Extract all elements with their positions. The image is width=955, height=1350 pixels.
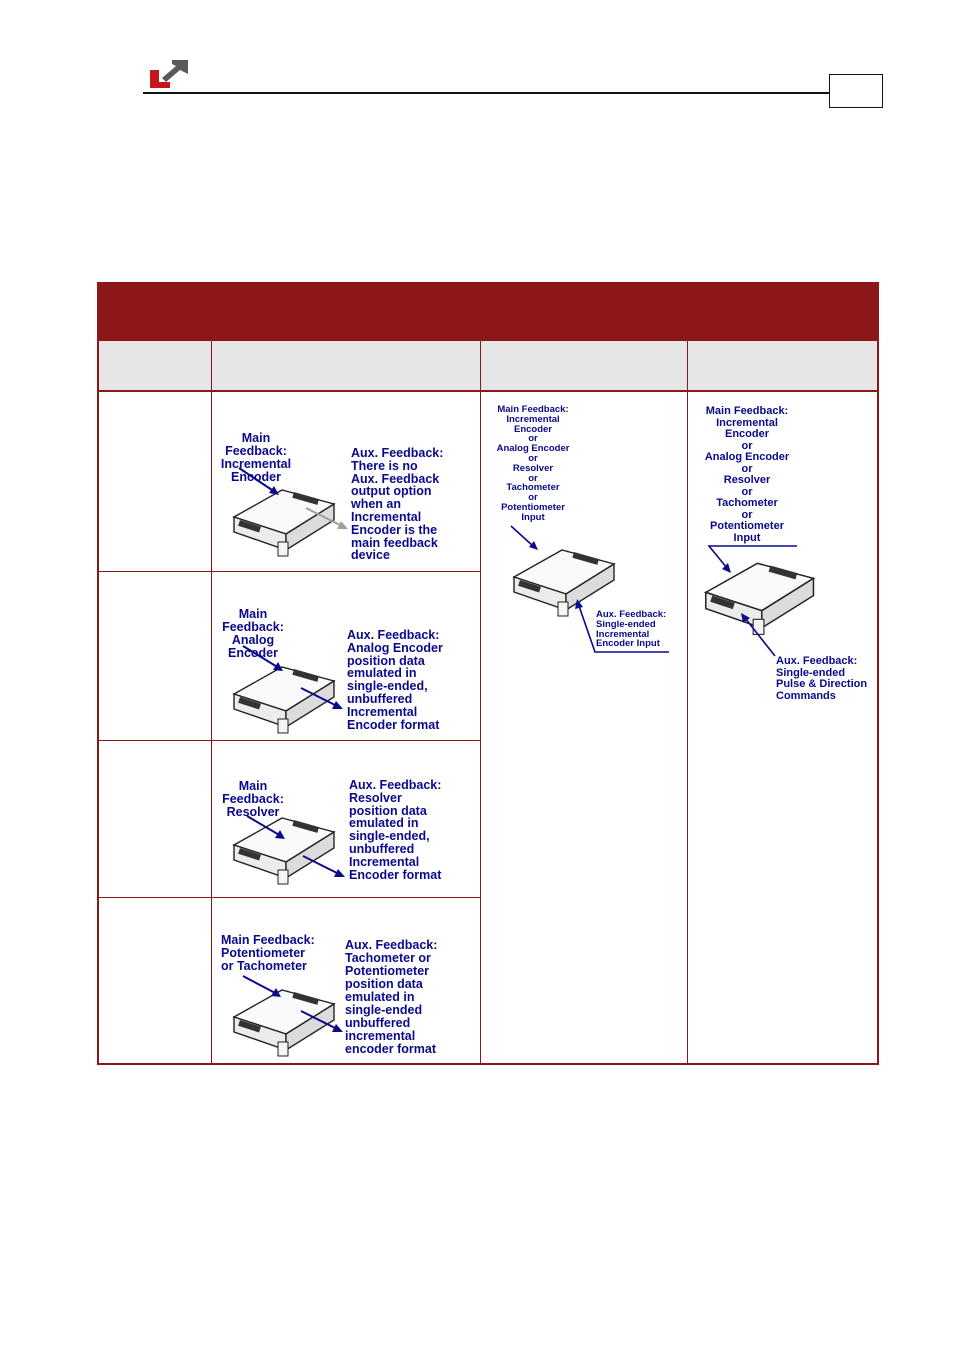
aux-feedback-label: Aux. Feedback: There is no Aux. Feedback output option when an Incremental Encoder is the main feedback device [351, 446, 444, 563]
pointer-arrow [739, 610, 779, 660]
feedback-options-table [97, 282, 879, 1065]
aux-feedback-label: Aux. Feedback: Resolver position data emulated in single-ended, unbuffered Incremental Encoder format [349, 778, 442, 882]
pointer-arrow [299, 1009, 349, 1039]
table-title-banner [99, 284, 877, 341]
column-header-1 [99, 341, 212, 392]
column-header-2 [212, 341, 481, 392]
pointer-arrow [509, 524, 549, 556]
main-feedback-options-label: Main Feedback: Incremental Encoder or Analog Encoder or Resolver or Tachometer or Potentiometer Input [704, 405, 790, 544]
row-divider [99, 571, 481, 572]
pointer-arrow [299, 686, 349, 716]
row-divider [99, 740, 481, 741]
company-logo [148, 58, 192, 90]
column-divider [211, 392, 212, 1063]
main-feedback-label: Main Feedback: Potentiometer or Tachometer [221, 933, 315, 973]
column-divider [480, 392, 481, 1063]
main-feedback-label: Main Feedback: Incremental Encoder [220, 431, 292, 484]
pointer-arrow [245, 814, 305, 854]
page-number-box [829, 74, 883, 108]
pointer-arrow [241, 974, 301, 1014]
pointer-arrow [301, 854, 351, 884]
aux-feedback-label: Aux. Feedback: Tachometer or Potentiometer position data emulated in single-ended unbuffered incremental encoder format [345, 938, 438, 1056]
column-header-4 [688, 341, 877, 392]
main-feedback-options-label: Main Feedback: Incremental Encoder or Analog Encoder or Resolver or Tachometer or Potentiometer Input [496, 404, 570, 523]
aux-feedback-input-label: Aux. Feedback: Single-ended Incremental Encoder Input [596, 609, 667, 650]
main-feedback-label: Main Feedback: Analog Encoder [222, 607, 284, 660]
column-header-3 [481, 341, 688, 392]
main-feedback-label: Main Feedback: Resolver [222, 779, 284, 819]
header-rule [143, 92, 829, 94]
aux-feedback-output-label: Aux. Feedback: Single-ended Pulse & Direction Commands [776, 655, 868, 702]
column-divider [687, 392, 688, 1063]
row-divider [99, 897, 481, 898]
pointer-arrow [304, 506, 354, 536]
aux-feedback-label: Aux. Feedback: Analog Encoder position data emulated in single-ended, unbuffered Incremental Encoder format [347, 628, 443, 732]
pointer-arrow [705, 542, 799, 576]
